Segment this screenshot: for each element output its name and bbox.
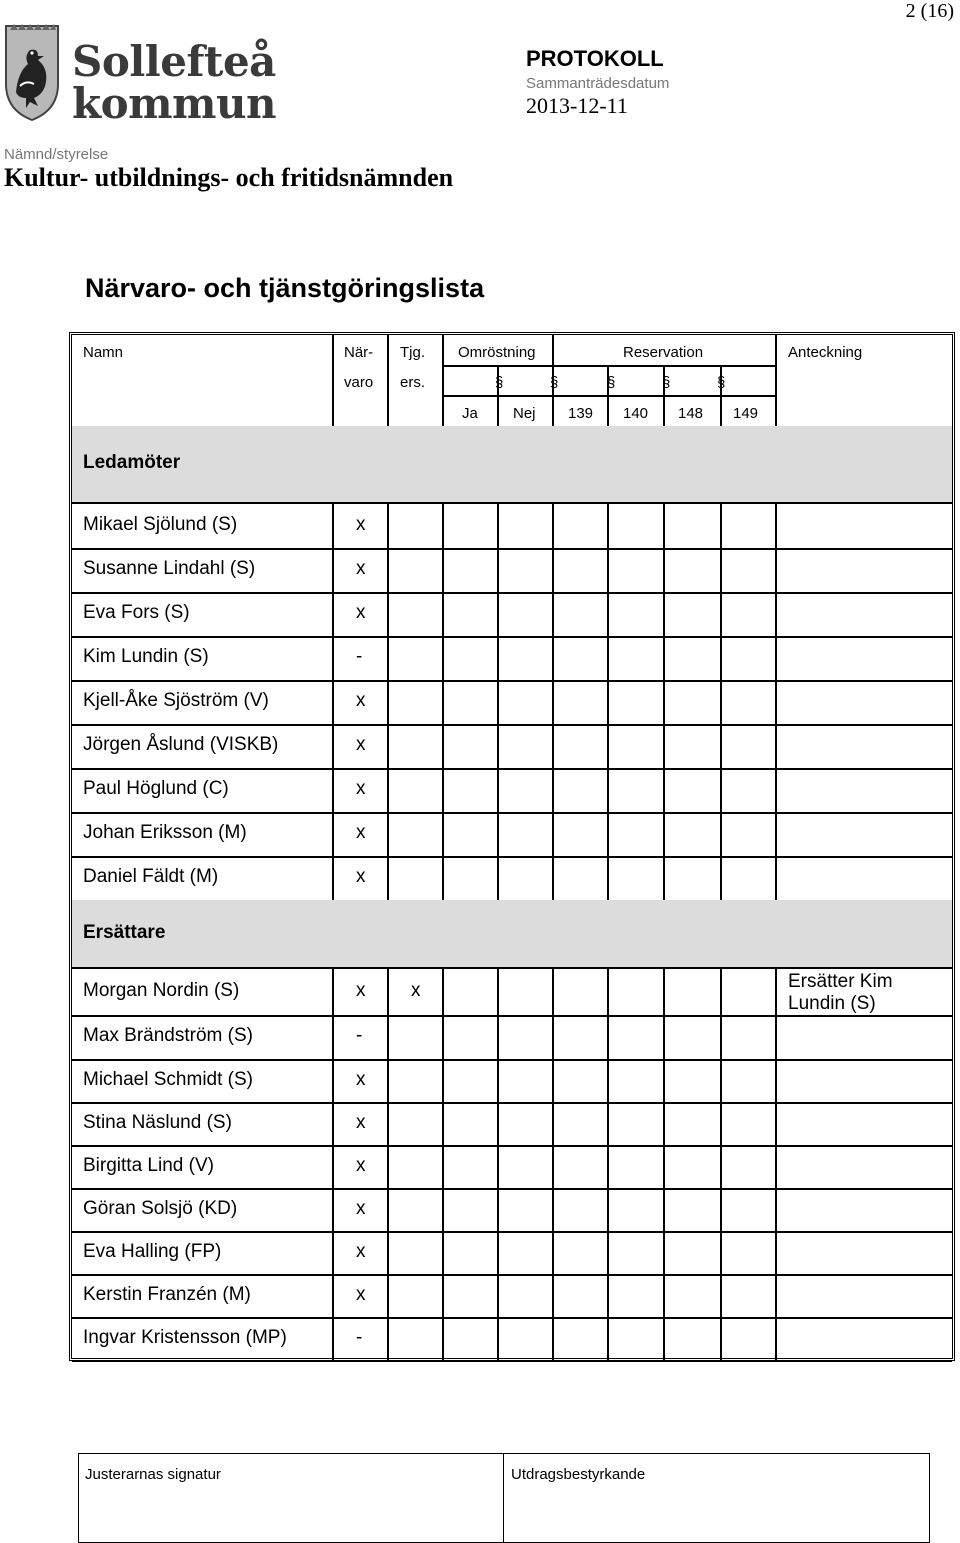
table-row [72,592,952,636]
table-rule [552,335,554,365]
table-rule [72,1360,952,1362]
header-res-139: 139 [568,405,594,422]
presence-mark: x [356,1111,366,1133]
table-rule [497,967,499,1360]
member-name: Kjell-Åke Sjöström (V) [83,690,269,711]
table-rule [775,335,777,426]
member-name: Birgitta Lind (V) [83,1154,214,1176]
presence-mark: x [356,602,366,623]
paragraph-symbol: § [607,374,616,391]
section-members-heading: Ledamöter [83,452,181,473]
attendance-table [69,332,955,1361]
table-rule [332,335,334,426]
note-text: Ersätter Kim Lundin (S) [788,971,893,1014]
header-note: Anteckning [788,344,863,361]
table-rule [442,967,444,1360]
presence-mark: x [356,866,366,887]
member-name: Paul Höglund (C) [83,778,229,799]
presence-mark: - [356,1025,363,1046]
header-service-2: ers. [400,374,426,391]
presence-mark: x [356,778,366,799]
presence-mark: x [356,822,366,843]
page-title: Närvaro- och tjänstgöringslista [85,273,485,303]
member-name: Göran Solsjö (KD) [83,1197,238,1219]
table-rule [720,967,722,1360]
header-res-149: 149 [733,405,759,422]
table-rule [442,335,444,426]
certification-label: Utdragsbestyrkande [511,1466,646,1483]
meeting-date: 2013-12-11 [526,93,628,118]
presence-mark: x [356,1068,366,1090]
board-name: Kultur- utbildnings- och fritidsnämnden [4,163,454,192]
member-name: Eva Fors (S) [83,602,190,623]
member-name: Michael Schmidt (S) [83,1068,253,1090]
presence-mark: x [356,1197,366,1219]
protocol-title: PROTOKOLL [526,46,664,71]
member-name: Ingvar Kristensson (MP) [83,1326,287,1348]
table-rule [442,502,444,900]
signature-label: Justerarnas signatur [85,1466,221,1483]
header-service: Tjg. [400,344,426,361]
paragraph-symbol: § [717,374,726,391]
table-rule [663,502,665,900]
table-rule [720,502,722,900]
member-name: Max Brändström (S) [83,1025,253,1046]
meeting-date-label: Sammanträdesdatum [526,75,670,92]
header-name: Namn [83,344,124,361]
member-name: Stina Näslund (S) [83,1111,232,1133]
table-rule [775,502,777,900]
page-number: 2 (16) [905,0,954,22]
header-present: När- [344,344,374,361]
section-substitutes-heading: Ersättare [83,921,166,943]
header-res-140: 140 [623,405,649,422]
member-name: Susanne Lindahl (S) [83,558,256,579]
header-res-148: 148 [678,405,704,422]
table-rule [387,502,389,900]
header-yes: Ja [462,405,478,422]
section-substitutes-band [72,900,952,967]
member-name: Jörgen Åslund (VISKB) [83,734,279,755]
paragraph-symbol: § [495,374,504,391]
member-name: Mikael Sjölund (S) [83,514,238,535]
table-rule [607,967,609,1360]
member-name: Eva Halling (FP) [83,1240,222,1262]
table-rule [775,967,777,1360]
coat-of-arms-icon [4,22,60,122]
table-rule [387,335,389,426]
table-rule [663,967,665,1360]
table-rule [332,502,334,900]
section-members-band [72,426,952,502]
service-mark: x [411,980,421,1001]
signature-box [78,1453,930,1543]
header-present-2: varo [344,374,374,391]
presence-mark: x [356,1154,366,1176]
municipality-name-line1: Sollefteå [72,37,276,86]
presence-mark: x [356,690,366,711]
presence-mark: x [356,980,366,1001]
paragraph-symbol: § [662,374,671,391]
presence-mark: x [356,1283,366,1305]
member-name: Morgan Nordin (S) [83,980,240,1001]
presence-mark: x [356,558,366,579]
member-name: Kerstin Franzén (M) [83,1283,251,1305]
presence-mark: x [356,734,366,755]
board-label: Nämnd/styrelse [4,146,109,163]
table-rule [552,967,554,1360]
paragraph-symbol: § [550,374,559,391]
header-voting: Omröstning [458,344,536,361]
presence-mark: - [356,1326,363,1348]
presence-mark: x [356,514,366,535]
header-no: Nej [513,405,536,422]
presence-mark: x [356,1240,366,1262]
member-name: Daniel Fäldt (M) [83,866,219,887]
presence-mark: - [356,646,363,667]
municipality-name-line2: kommun [72,79,277,128]
member-name: Johan Eriksson (M) [83,822,247,843]
header-reservation: Reservation [623,344,704,361]
table-rule [497,502,499,900]
member-name: Kim Lundin (S) [83,646,209,667]
table-rule [332,967,334,1360]
table-rule [552,502,554,900]
table-rule [387,967,389,1360]
table-rule [607,502,609,900]
